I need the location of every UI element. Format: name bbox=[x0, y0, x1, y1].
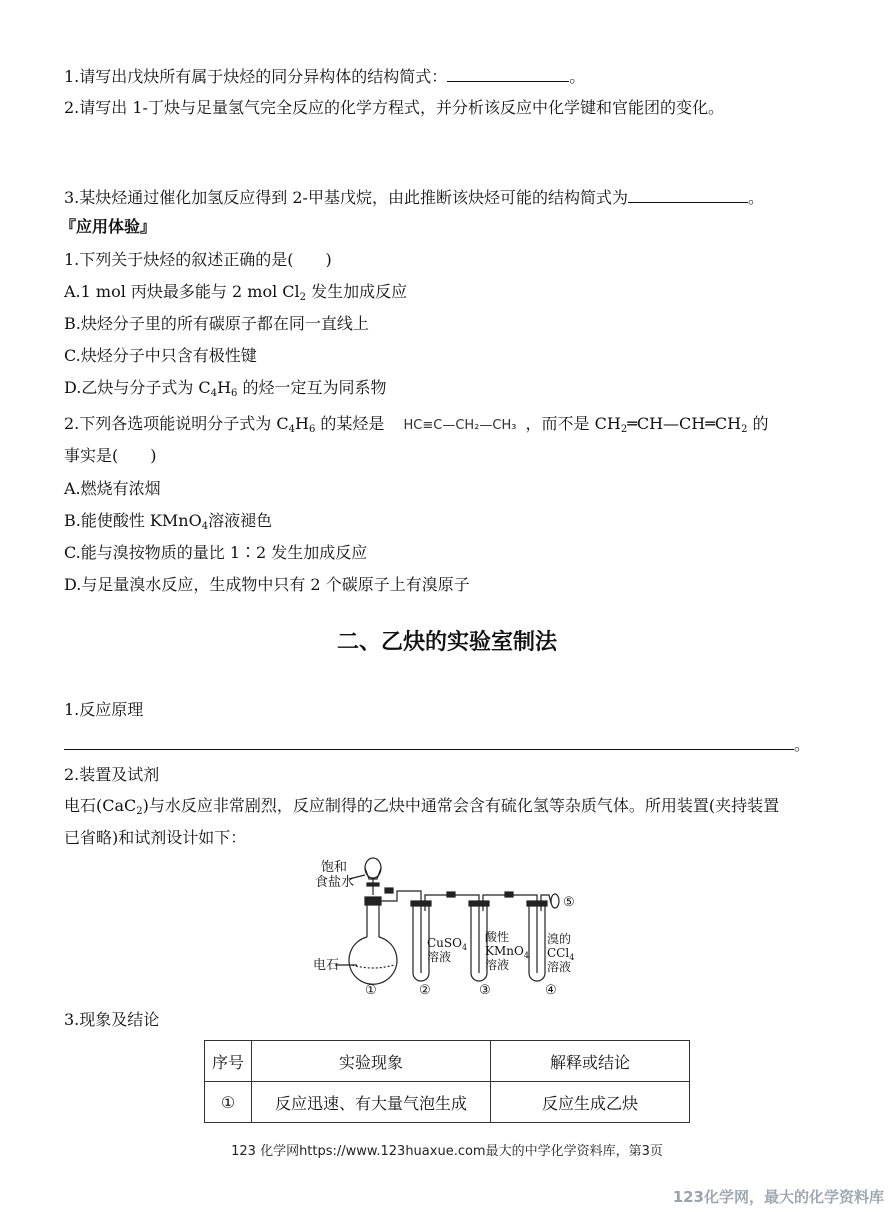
table-header-cell: 实验现象 bbox=[252, 1041, 491, 1082]
table-header-cell: 序号 bbox=[205, 1041, 252, 1082]
exercise-1-option-b: B.炔烃分子里的所有碳原子都在同一直线上 bbox=[64, 314, 369, 333]
table-cell: ① bbox=[205, 1082, 252, 1123]
apparatus-text-2: 已省略)和试剂设计如下： bbox=[64, 828, 247, 847]
table-row bbox=[205, 1082, 690, 1123]
principle-label: 1.反应原理 bbox=[64, 700, 144, 719]
answer-blank[interactable] bbox=[628, 187, 748, 203]
tube4-label-3: 溶液 bbox=[547, 960, 572, 974]
section-label: 『应用体验』 bbox=[60, 217, 157, 236]
question-1 bbox=[64, 66, 585, 87]
number-4: ④ bbox=[545, 983, 557, 998]
number-3: ③ bbox=[479, 983, 491, 998]
apparatus-text-pre: 电石(CaC bbox=[64, 796, 137, 815]
apparatus-text-post: )与水反应非常剧烈，反应制得的乙炔中通常会含有硫化氢等杂质气体。所用装置(夹持装置 bbox=[142, 796, 780, 815]
exercise-2-stem bbox=[64, 414, 769, 436]
results-label: 3.现象及结论 bbox=[64, 1010, 160, 1029]
table-cell: 反应迅速、有大量气泡生成 bbox=[252, 1082, 491, 1123]
tube2-label-text: CuSO bbox=[427, 936, 462, 950]
subscript: 4 bbox=[461, 943, 468, 952]
question-2: 2.请写出 1-丁炔与足量氢气完全反应的化学方程式，并分析该反应中化学键和官能团的变化。 bbox=[64, 98, 724, 117]
subscript: 2 bbox=[620, 424, 628, 435]
tube4-label-text: CCl bbox=[547, 946, 570, 960]
watermark: 123化学网，最大的化学资料库 bbox=[672, 1188, 884, 1206]
exercise-2-option-b bbox=[64, 511, 272, 531]
option-d-text: D.乙炔与分子式为 C bbox=[64, 378, 211, 397]
option-d-h: H bbox=[217, 378, 232, 397]
tube3-label-1: 酸性 bbox=[485, 930, 510, 944]
apparatus-diagram bbox=[305, 855, 595, 1000]
stem-text: 2.下列各选项能说明分子式为 C bbox=[64, 414, 289, 433]
subscript: 4 bbox=[210, 388, 218, 399]
option-d-text-end: 的烃一定互为同系物 bbox=[237, 378, 387, 397]
table-cell: 反应生成乙炔 bbox=[491, 1082, 690, 1123]
principle-end: 。 bbox=[794, 735, 811, 754]
tube4-label-1: 溴的 bbox=[547, 932, 572, 946]
structural-formula: HC≡C—CH₂—CH₃ bbox=[403, 418, 517, 433]
stem-text-2: 的某烃是 bbox=[315, 414, 385, 433]
option-a-text-end: 发生加成反应 bbox=[306, 282, 408, 301]
answer-blank[interactable] bbox=[447, 66, 569, 82]
flask-label: 电石 bbox=[313, 958, 340, 973]
page-footer: 123 化学网https://www.123huaxue.com最大的中学化学资料库，第3页 bbox=[231, 1144, 663, 1159]
question-3-text: 3.某炔烃通过催化加氢反应得到 2-甲基戊烷，由此推断该炔烃可能的结构简式为 bbox=[64, 188, 628, 207]
question-1-end: 。 bbox=[569, 67, 586, 86]
number-1: ① bbox=[365, 983, 377, 998]
tube3-label-3: 溶液 bbox=[485, 958, 510, 972]
subscript: 4 bbox=[201, 521, 209, 532]
question-3 bbox=[64, 187, 764, 208]
subscript: 2 bbox=[136, 806, 143, 817]
subscript: 2 bbox=[299, 292, 307, 303]
results-table bbox=[204, 1040, 690, 1123]
table-header-row bbox=[205, 1041, 690, 1082]
principle-answer-line bbox=[64, 734, 810, 755]
tube3-label-text: KMnO bbox=[485, 944, 524, 958]
apparatus-label: 2.装置及试剂 bbox=[64, 765, 160, 784]
option-b-text-end: 溶液褪色 bbox=[208, 511, 273, 530]
exercise-1-option-c: C.炔烃分子中只含有极性键 bbox=[64, 346, 257, 365]
exercise-2-option-a: A.燃烧有浓烟 bbox=[64, 479, 161, 498]
subscript: 6 bbox=[231, 388, 238, 399]
exercise-2-stem-line2: 事实是( ) bbox=[64, 446, 157, 465]
exercise-1-option-d bbox=[64, 378, 386, 398]
tube2-label-2: 溶液 bbox=[427, 950, 452, 964]
answer-blank[interactable] bbox=[64, 734, 794, 750]
exercise-2-option-d: D.与足量溴水反应，生成物中只有 2 个碳原子上有溴原子 bbox=[64, 575, 470, 594]
subscript: 6 bbox=[308, 424, 316, 435]
stem-h: H bbox=[294, 414, 309, 433]
subscript: 4 bbox=[523, 951, 529, 960]
exercise-1-stem: 1.下列关于炔烃的叙述正确的是( ) bbox=[64, 250, 332, 269]
funnel-label-2: 食盐水 bbox=[315, 875, 355, 890]
question-3-end: 。 bbox=[747, 188, 764, 207]
table-header-cell: 解释或结论 bbox=[491, 1041, 690, 1082]
formula-2-mid: ═CH—CH═CH bbox=[627, 414, 742, 433]
stem-end: 的 bbox=[747, 414, 769, 433]
section-heading: 二、乙炔的实验室制法 bbox=[336, 629, 557, 655]
subscript: 4 bbox=[288, 424, 295, 435]
number-2: ② bbox=[419, 983, 431, 998]
option-b-text: B.能使酸性 KMnO bbox=[64, 511, 202, 530]
funnel-label-1: 饱和 bbox=[321, 860, 348, 875]
stem-text-3: ，而不是 CH bbox=[525, 414, 621, 433]
number-5: ⑤ bbox=[563, 895, 575, 910]
exercise-1-option-a bbox=[64, 282, 407, 302]
subscript: 2 bbox=[741, 424, 748, 435]
question-1-text: 1.请写出戊炔所有属于炔烃的同分异构体的结构简式： bbox=[64, 67, 448, 86]
subscript: 4 bbox=[569, 953, 575, 962]
apparatus-text-1 bbox=[64, 796, 779, 816]
option-a-text: A.1 mol 丙炔最多能与 2 mol Cl bbox=[64, 282, 300, 301]
exercise-2-option-c: C.能与溴按物质的量比 1∶2 发生加成反应 bbox=[64, 543, 368, 562]
